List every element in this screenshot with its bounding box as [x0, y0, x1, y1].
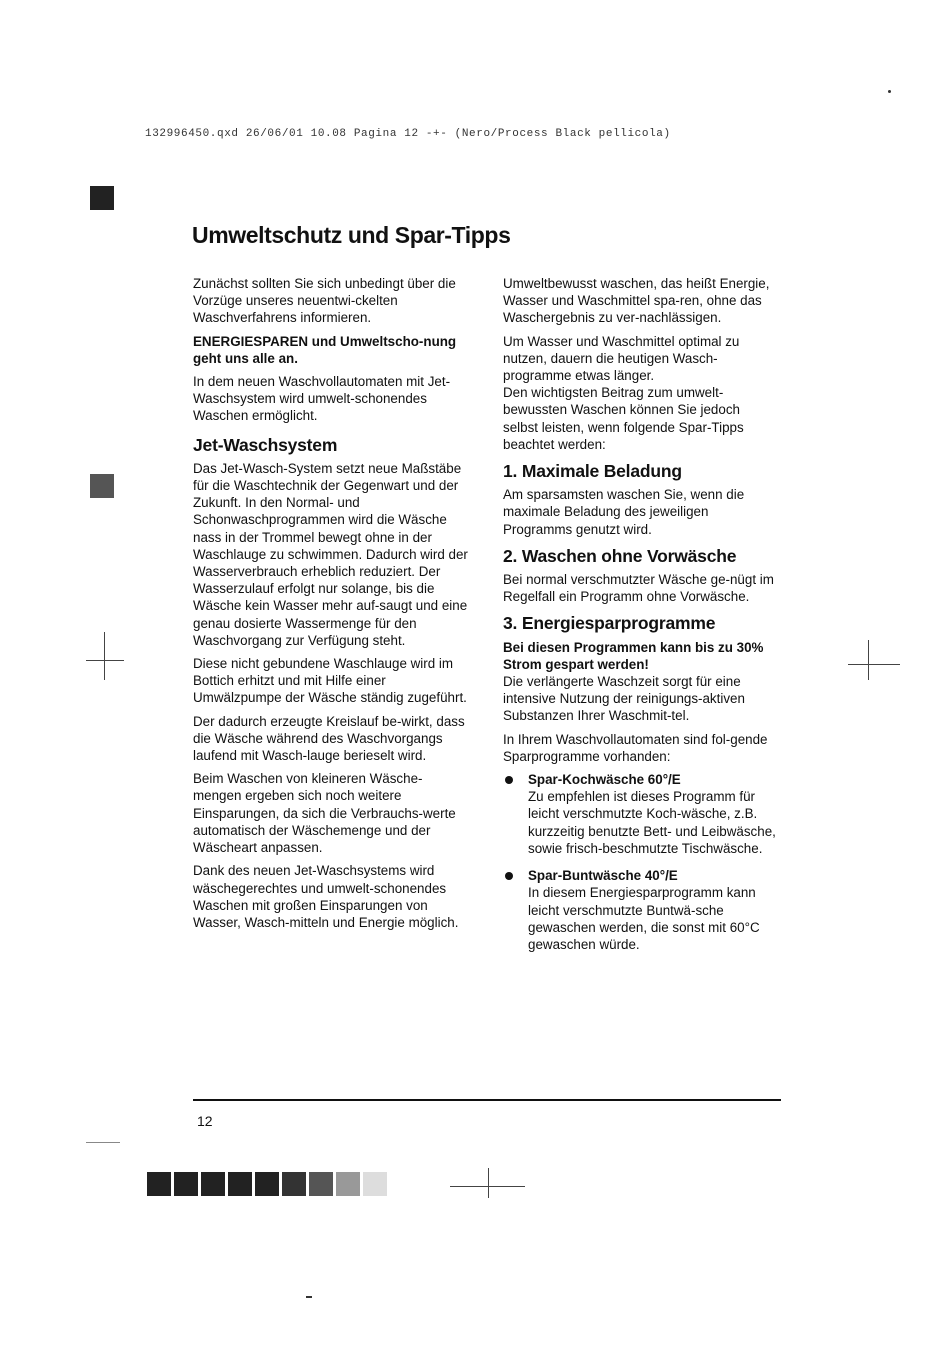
- crop-mark-bottom-vertical: [488, 1168, 489, 1198]
- strip-patch: [147, 1172, 171, 1196]
- tip-3-bold-text: Bei diesen Programmen kann bis zu 30% Strom gespart werden!: [503, 639, 764, 672]
- crop-mark-right-vertical: [868, 640, 869, 680]
- right-column: [503, 275, 778, 963]
- tip-3-text: Die verlängerte Waschzeit sorgt für eine intensive Nutzung der reinigungs-aktiven Substanzen Ihrer Waschmit-tel.: [503, 674, 745, 724]
- tip-1-heading: 1. Maximale Beladung: [503, 461, 682, 482]
- strip-patch: [363, 1172, 387, 1196]
- left-column: [193, 275, 468, 937]
- jet-paragraph-1: Das Jet-Wasch-System setzt neue Maßstäbe für die Waschtechnik der Gegenwart und der Zukunft. In den Normal- und Schonwaschprogrammen wird die Wäsche nass in der Trommel bewegt ohne in der Waschlauge zu schwimmen. Dadurch wird der Wasserverbrauch erheblich reduziert. Der Wasserzulauf erfolgt nur solange, bis die Wäsche kein Wasser mehr auf-saugt und eine genau dosierte Wassermenge für den Waschvorgang zur Verfügung steht.: [193, 460, 468, 648]
- right-paragraph-2: Um Wasser und Waschmittel optimal zu nutzen, dauern die heutigen Wasch-programme etwas länger.: [503, 333, 740, 384]
- footer-side-mark-left: [86, 1142, 120, 1143]
- tip-3-heading: 3. Energiesparprogramme: [503, 613, 716, 634]
- jet-paragraph-5: Dank des neuen Jet-Waschsystems wird wäschegerechtes und umwelt-schonendes Waschen mit großen Einsparungen von Wasser, Wasch-mitteln und Energie möglich.: [193, 863, 459, 930]
- list-item-text: In diesem Energiesparprogramm kann leicht verschmutzte Buntwä-sche gewaschen werden, die sonst mit 60°C gewaschen würde.: [528, 885, 760, 952]
- list-item: [503, 867, 778, 953]
- registration-mark-top: [90, 186, 114, 210]
- crop-mark-left-vertical: [104, 632, 105, 680]
- list-item: [503, 771, 778, 857]
- jet-paragraph-3: Der dadurch erzeugte Kreislauf be-wirkt, dass die Wäsche während des Waschvorgangs laufend mit Wasch-lauge berieselt wird.: [193, 713, 465, 764]
- strip-patch: [336, 1172, 360, 1196]
- crop-mark-left-horizontal: [86, 660, 124, 661]
- scan-dot: [888, 90, 891, 93]
- strip-patch: [228, 1172, 252, 1196]
- tip-1-text: Am sparsamsten waschen Sie, wenn die maximale Beladung des jeweiligen Programms genutzt wird.: [503, 487, 745, 537]
- list-item-title: Spar-Kochwäsche 60°/E: [528, 772, 681, 788]
- list-item-text: Zu empfehlen ist dieses Programm für leicht verschmutzte Koch-wäsche, z.B. kurzzeitig benutzte Bett- und Leibwäsche, sowie frisch-beschmutzte Tischwäsche.: [528, 789, 776, 856]
- list-item-title: Spar-Buntwäsche 40°/E: [528, 868, 678, 884]
- density-control-strip: [147, 1172, 387, 1196]
- page-title: Umweltschutz und Spar-Tipps: [192, 222, 511, 248]
- tip-2-heading: 2. Waschen ohne Vorwäsche: [503, 545, 737, 566]
- scan-dot: [306, 1296, 312, 1298]
- footer-rule: [193, 1099, 781, 1101]
- bullet-icon: [505, 872, 513, 880]
- right-paragraph-3: Den wichtigsten Beitrag zum umwelt-bewussten Waschen können Sie jedoch selbst leisten, wenn folgende Spar-Tipps beachtet werden:: [503, 385, 744, 452]
- jet-paragraph-2: Diese nicht gebundene Waschlauge wird im Bottich erhitzt und mit Hilfe einer Umwälzpumpe der Wäsche ständig zugeführt.: [193, 656, 467, 706]
- strip-patch: [174, 1172, 198, 1196]
- page-number: 12: [197, 1113, 213, 1129]
- right-paragraph-1: Umweltbewusst waschen, das heißt Energie, Wasser und Waschmittel spa-ren, ohne das Waschergebnis zu ver-nachlässigen.: [503, 276, 770, 326]
- jet-paragraph-4: Beim Waschen von kleineren Wäsche-mengen ergeben sich noch weitere Einsparungen, da sich die Verbrauchs-werte automatisch der Wäschemenge und der Wäscheart anpassen.: [193, 771, 456, 856]
- energy-highlight: ENERGIESPAREN und Umweltscho-nung geht uns alle an.: [193, 333, 457, 366]
- registration-mark-middle: [90, 474, 114, 498]
- strip-patch: [282, 1172, 306, 1196]
- intro-paragraph: Zunächst sollten Sie sich unbedingt über die Vorzüge unseres neuentwi-ckelten Waschverfahrens informieren.: [193, 276, 456, 326]
- intro-paragraph-2: In dem neuen Waschvollautomaten mit Jet-Waschsystem wird umwelt-schonendes Waschen ermöglicht.: [193, 374, 451, 424]
- tip-3-text-2: In Ihrem Waschvollautomaten sind fol-gende Sparprogramme vorhanden:: [503, 731, 768, 764]
- strip-patch: [309, 1172, 333, 1196]
- tip-2-text: Bei normal verschmutzter Wäsche ge-nügt im Regelfall ein Programm ohne Vorwäsche.: [503, 572, 774, 605]
- crop-mark-right-horizontal: [848, 664, 900, 665]
- strip-patch: [201, 1172, 225, 1196]
- print-header: 132996450.qxd 26/06/01 10.08 Pagina 12 -+- (Nero/Process Black pellicola): [145, 128, 671, 140]
- strip-patch: [255, 1172, 279, 1196]
- bullet-icon: [505, 776, 513, 784]
- jet-section-heading: Jet-Waschsystem: [193, 434, 338, 455]
